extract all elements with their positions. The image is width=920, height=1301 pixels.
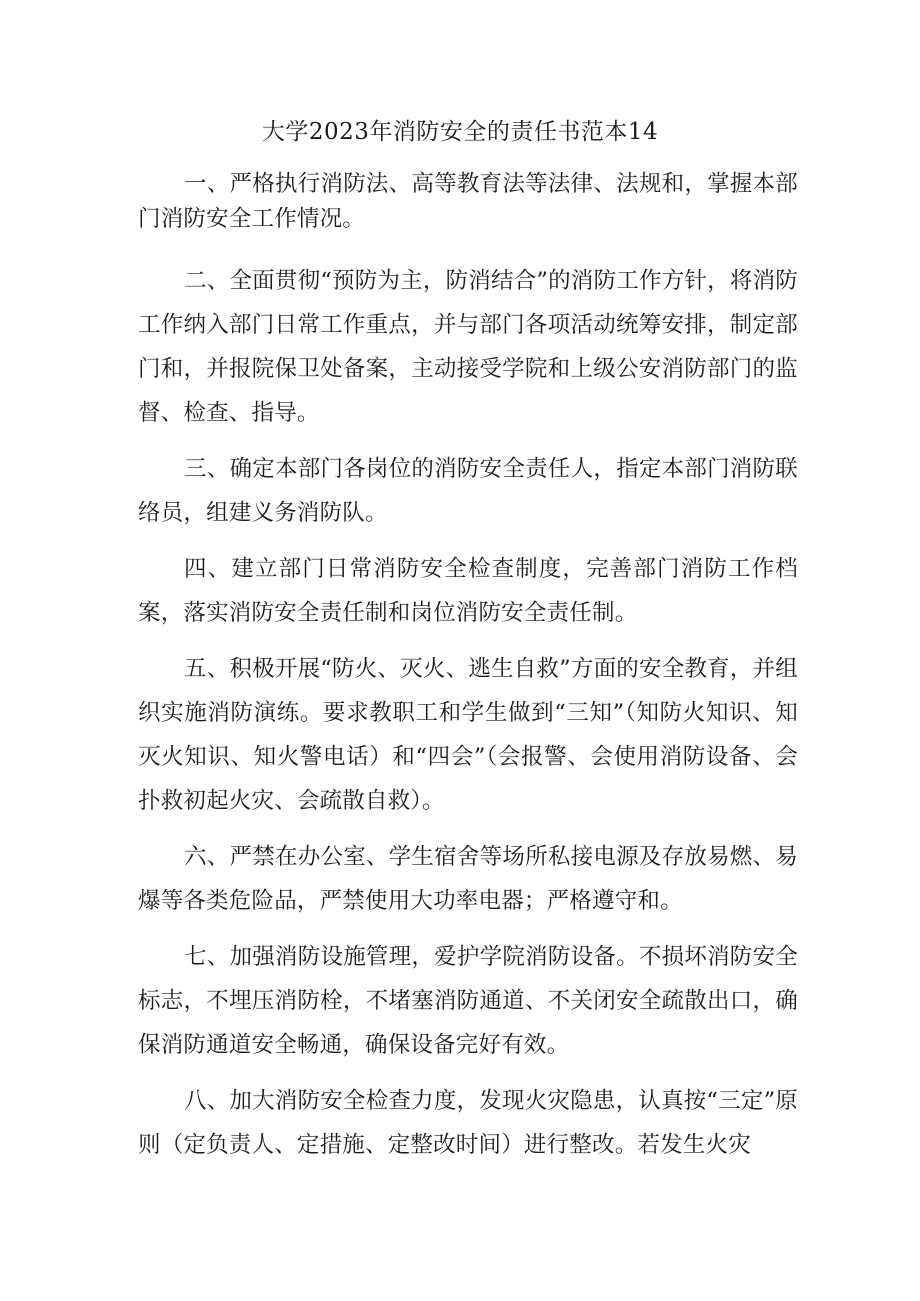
paragraph-8: 八、加大消防安全检查力度，发现火灾隐患，认真按“三定”原则（定负责人、定措施、定整改时间）进行整改。若发生火灾 — [138, 1088, 798, 1158]
document-title: 大学2023年消防安全的责任书范本14 — [261, 119, 659, 145]
paragraph-6: 六、严禁在办公室、学生宿舍等场所私接电源及存放易燃、易爆等各类危险品，严禁使用大功率电器；严格遵守和。 — [138, 844, 798, 914]
paragraph-1: 一、严格执行消防法、高等教育法等法律、法规和，掌握本部门消防安全工作情况。 — [138, 171, 798, 232]
paragraph-7: 七、加强消防设施管理，爱护学院消防设备。不损坏消防安全标志，不埋压消防栓，不堵塞消防通道、不关闭安全疏散出口，确保消防通道安全畅通，确保设备完好有效。 — [138, 944, 798, 1058]
document-body — [138, 167, 798, 1167]
paragraph-4: 四、建立部门日常消防安全检查制度，完善部门消防工作档案，落实消防安全责任制和岗位消防安全责任制。 — [138, 556, 798, 626]
paragraph-2: 二、全面贯彻“预防为主，防消结合”的消防工作方针，将消防工作纳入部门日常工作重点，并与部门各项活动统筹安排，制定部门和，并报院保卫处备案，主动接受学院和上级公安消防部门的监督、检查、指导。 — [138, 268, 798, 426]
paragraph-5: 五、积极开展“防火、灭火、逃生自救”方面的安全教育，并组织实施消防演练。要求教职工和学生做到“三知”（知防火知识、知灭火知识、知火警电话）和“四会”（会报警、会使用消防设备、会扑救初起火灾、会疏散自救）。 — [138, 656, 798, 814]
paragraph-3: 三、确定本部门各岗位的消防安全责任人，指定本部门消防联络员，组建义务消防队。 — [138, 456, 798, 526]
